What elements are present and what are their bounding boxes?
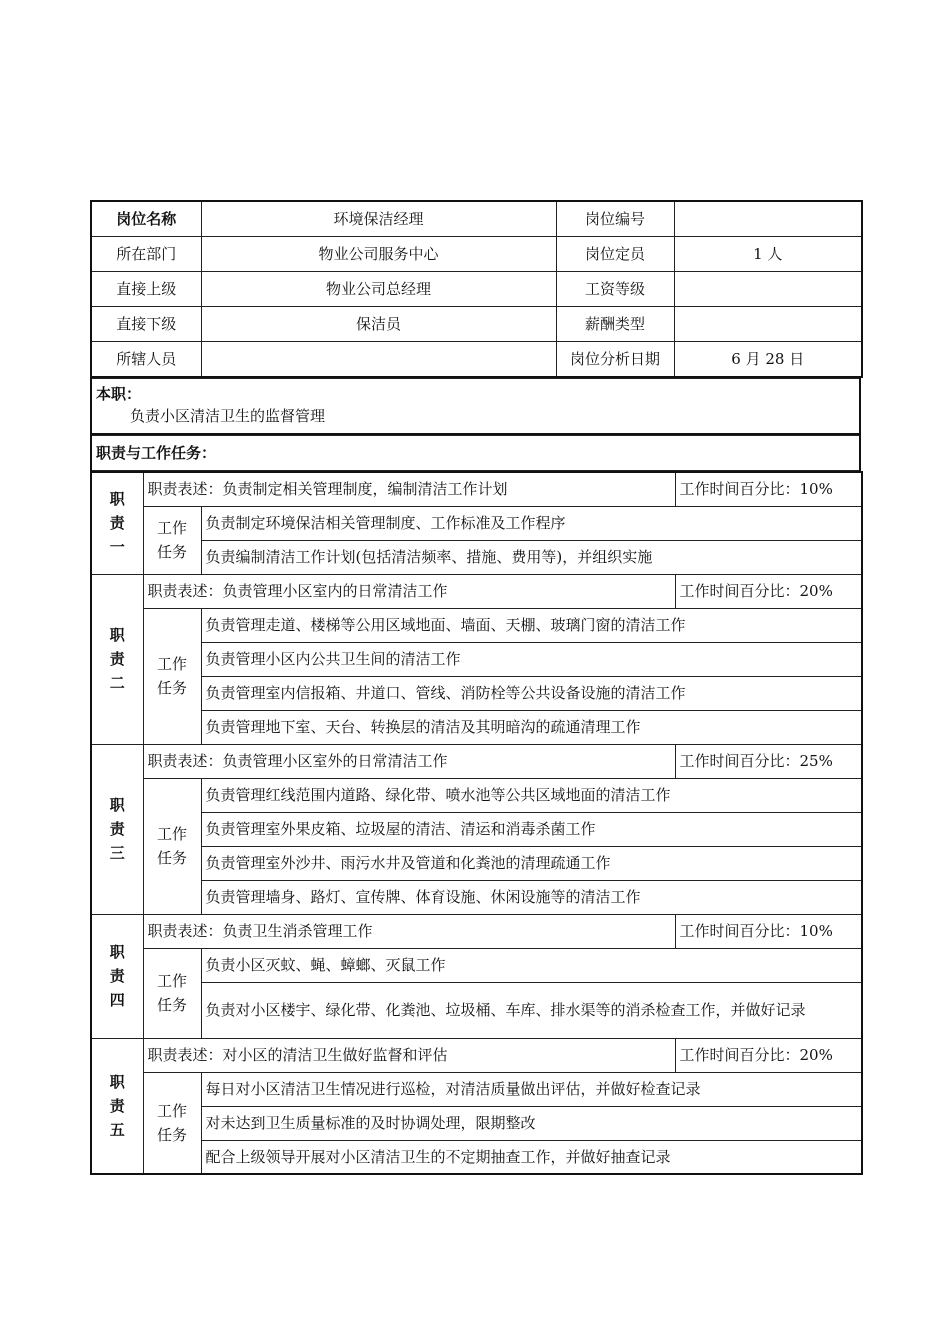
duty-1-desc: 职责表述：负责制定相关管理制度，编制清洁工作计划 <box>143 472 675 506</box>
value-staff <box>201 342 556 378</box>
label-pay-type: 薪酬类型 <box>556 307 674 342</box>
duty-2-task-4: 负责管理地下室、天台、转换层的清洁及其明暗沟的疏通清理工作 <box>201 710 862 744</box>
duty-5-task-label: 工作任务 <box>143 1072 201 1174</box>
label-subordinate: 直接下级 <box>91 307 201 342</box>
duty-1-task-row <box>91 506 862 540</box>
duty-5-task-row <box>91 1072 862 1106</box>
value-headcount: 1 人 <box>674 237 862 272</box>
header-row-title <box>91 201 862 237</box>
duty-5-task-row <box>91 1106 862 1140</box>
header-row-staff <box>91 342 862 378</box>
duty-3-name: 职责三 <box>91 744 143 914</box>
duty-1-desc-row <box>91 472 862 506</box>
duty-3-task-row <box>91 880 862 914</box>
duty-2-task-row <box>91 676 862 710</box>
job-description-sheet <box>90 200 861 1175</box>
duty-3-task-3: 负责管理室外沙井、雨污水井及管道和化粪池的清理疏通工作 <box>201 846 862 880</box>
duty-1-task-1: 负责制定环境保洁相关管理制度、工作标准及工作程序 <box>201 506 862 540</box>
label-headcount: 岗位定员 <box>556 237 674 272</box>
duty-2-task-1: 负责管理走道、楼梯等公用区域地面、墙面、天棚、玻璃门窗的清洁工作 <box>201 608 862 642</box>
duty-3-task-row <box>91 846 862 880</box>
label-analysis-date: 岗位分析日期 <box>556 342 674 378</box>
duty-4-task-label: 工作任务 <box>143 948 201 1038</box>
duty-4-desc: 职责表述：负责卫生消杀管理工作 <box>143 914 675 948</box>
header-row-dept <box>91 237 862 272</box>
benzhi-row <box>91 379 860 435</box>
duty-4-desc-row <box>91 914 862 948</box>
duty-4-task-1: 负责小区灭蚊、蝇、蟑螂、灭鼠工作 <box>201 948 862 982</box>
duty-1-task-2: 负责编制清洁工作计划(包括清洁频率、措施、费用等)，并组织实施 <box>201 540 862 574</box>
duty-3-desc-row <box>91 744 862 778</box>
value-pay-type <box>674 307 862 342</box>
label-staff: 所辖人员 <box>91 342 201 378</box>
duty-1-task-label: 工作任务 <box>143 506 201 574</box>
value-position-name: 环境保洁经理 <box>201 201 556 237</box>
duty-2-task-2: 负责管理小区内公共卫生间的清洁工作 <box>201 642 862 676</box>
duty-2-name: 职责二 <box>91 574 143 744</box>
value-superior: 物业公司总经理 <box>201 272 556 307</box>
duty-3-task-4: 负责管理墙身、路灯、宣传牌、体育设施、休闲设施等的清洁工作 <box>201 880 862 914</box>
duty-2-task-row <box>91 642 862 676</box>
duty-5-task-row <box>91 1140 862 1174</box>
benzhi-table <box>90 378 861 435</box>
duty-5-task-2: 对未达到卫生质量标准的及时协调处理，限期整改 <box>201 1106 862 1140</box>
duty-5-task-1: 每日对小区清洁卫生情况进行巡检，对清洁质量做出评估，并做好检查记录 <box>201 1072 862 1106</box>
value-department: 物业公司服务中心 <box>201 237 556 272</box>
duty-1-name: 职责一 <box>91 472 143 574</box>
duty-3-desc: 职责表述：负责管理小区室外的日常清洁工作 <box>143 744 675 778</box>
duty-5-desc: 职责表述：对小区的清洁卫生做好监督和评估 <box>143 1038 675 1072</box>
duty-3-task-row <box>91 778 862 812</box>
duties-table <box>90 471 863 1175</box>
value-salary-grade <box>674 272 862 307</box>
duty-2-desc: 职责表述：负责管理小区室内的日常清洁工作 <box>143 574 675 608</box>
benzhi-text: 负责小区清洁卫生的监督管理 <box>130 407 326 425</box>
duty-2-desc-row <box>91 574 862 608</box>
duty-4-pct: 工作时间百分比：10% <box>675 914 862 948</box>
duty-3-task-label: 工作任务 <box>143 778 201 914</box>
duty-1-task-row <box>91 540 862 574</box>
label-position-id: 岗位编号 <box>556 201 674 237</box>
duty-2-task-3: 负责管理室内信报箱、井道口、管线、消防栓等公共设备设施的清洁工作 <box>201 676 862 710</box>
duty-5-desc-row <box>91 1038 862 1072</box>
duty-5-pct: 工作时间百分比：20% <box>675 1038 862 1072</box>
header-row-subordinate <box>91 307 862 342</box>
duty-4-task-row <box>91 948 862 982</box>
duty-4-task-row <box>91 982 862 1038</box>
duties-title: 职责与工作任务： <box>91 436 860 471</box>
value-position-id <box>674 201 862 237</box>
value-analysis-date: 6 月 28 日 <box>674 342 862 378</box>
duty-2-task-label: 工作任务 <box>143 608 201 744</box>
duty-3-pct: 工作时间百分比：25% <box>675 744 862 778</box>
duty-1-pct: 工作时间百分比：10% <box>675 472 862 506</box>
duty-2-task-row <box>91 608 862 642</box>
label-salary-grade: 工资等级 <box>556 272 674 307</box>
benzhi-label: 本职： <box>96 385 142 403</box>
value-subordinate: 保洁员 <box>201 307 556 342</box>
header-row-superior <box>91 272 862 307</box>
duty-4-name: 职责四 <box>91 914 143 1038</box>
duty-5-task-3: 配合上级领导开展对小区清洁卫生的不定期抽查工作，并做好抽查记录 <box>201 1140 862 1174</box>
duty-2-task-row <box>91 710 862 744</box>
label-department: 所在部门 <box>91 237 201 272</box>
duty-5-name: 职责五 <box>91 1038 143 1174</box>
duty-3-task-2: 负责管理室外果皮箱、垃圾屋的清洁、清运和消毒杀菌工作 <box>201 812 862 846</box>
duty-2-pct: 工作时间百分比：20% <box>675 574 862 608</box>
duties-title-row <box>91 436 860 471</box>
duty-4-task-2: 负责对小区楼宇、绿化带、化粪池、垃圾桶、车库、排水渠等的消杀检查工作，并做好记录 <box>201 982 862 1038</box>
label-position-name: 岗位名称 <box>91 201 201 237</box>
label-superior: 直接上级 <box>91 272 201 307</box>
duty-3-task-1: 负责管理红线范围内道路、绿化带、喷水池等公共区域地面的清洁工作 <box>201 778 862 812</box>
duties-title-table <box>90 435 861 471</box>
header-table <box>90 200 863 378</box>
duty-3-task-row <box>91 812 862 846</box>
